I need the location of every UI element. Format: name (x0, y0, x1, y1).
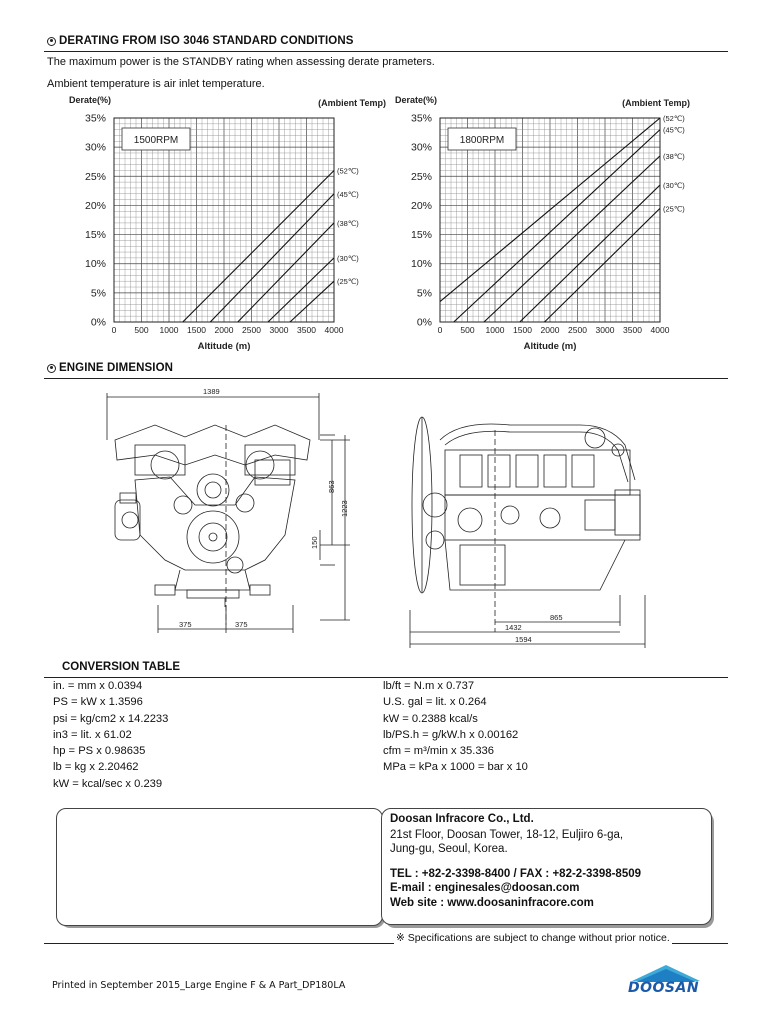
y-tick-label: 5% (90, 287, 106, 300)
x-tick-label: 1000 (159, 325, 179, 335)
series-label: (30℃) (663, 181, 685, 191)
derating-heading: DERATING FROM ISO 3046 STANDARD CONDITIONS (47, 35, 354, 47)
divider (44, 378, 728, 379)
conversion-row: psi = kg/cm2 x 14.2233 (53, 712, 169, 725)
y-axis-label: Derate(%) (394, 95, 437, 105)
bullet-icon (47, 364, 56, 373)
spec-change-note: ※ Specifications are subject to change without prior notice. (396, 932, 670, 944)
x-tick-label: 3000 (595, 325, 615, 335)
blank-box (56, 808, 383, 926)
conversion-heading: CONVERSION TABLE (62, 661, 180, 673)
series-label: (38℃) (663, 151, 685, 161)
series-label: (45℃) (663, 125, 685, 135)
company-name: Doosan Infracore Co., Ltd. (390, 813, 534, 825)
y-tick-label: 30% (84, 141, 106, 154)
dim-height-label: 1223 (340, 500, 349, 517)
series-label: (52℃) (337, 166, 359, 176)
dim-length-label: 1594 (515, 635, 532, 644)
x-tick-label: 2000 (540, 325, 560, 335)
doosan-logo (626, 963, 706, 1001)
derating-note-standby: The maximum power is the STANDBY rating when assessing derate prameters. (47, 56, 435, 68)
conversion-row: MPa = kPa x 1000 = bar x 10 (383, 761, 528, 774)
company-phone: TEL : +82-2-3398-8400 / FAX : +82-2-3398-8509 (390, 867, 642, 880)
y-tick-label: 15% (410, 229, 432, 242)
y-tick-label: 10% (410, 258, 432, 271)
chart-title: 1800RPM (459, 135, 505, 146)
y-tick-label: 20% (410, 199, 432, 212)
dim-width-label: 1389 (203, 387, 220, 396)
x-tick-label: 0 (437, 325, 443, 335)
y-axis-label: Derate(%) (68, 95, 111, 105)
print-info: Printed in September 2015_Large Engine F & A Part_DP180LA (52, 980, 346, 991)
derate-line (545, 208, 661, 322)
dim-width-label: 375 (235, 620, 248, 629)
x-tick-label: 1500 (513, 325, 532, 335)
x-tick-label: 2000 (214, 325, 234, 335)
dimension-heading: ENGINE DIMENSION (47, 362, 173, 374)
x-tick-label: 3500 (297, 325, 316, 335)
company-email: E-mail : enginesales@doosan.com (390, 882, 580, 894)
x-tick-label: 500 (460, 325, 475, 335)
x-tick-label: 4000 (324, 325, 344, 335)
bullet-icon (47, 37, 56, 46)
conversion-right-column (383, 678, 528, 776)
x-tick-label: 1500 (187, 325, 206, 335)
conversion-row: lb/ft = N.m x 0.737 (383, 680, 475, 692)
derate-chart-1500rpm (40, 90, 390, 355)
y-tick-label: 20% (84, 199, 106, 212)
y-tick-label: 25% (410, 170, 432, 183)
x-tick-label: 3000 (269, 325, 289, 335)
conversion-row: U.S. gal = lit. x 0.264 (383, 696, 487, 709)
x-tick-label: 500 (134, 325, 149, 335)
y-tick-label: 5% (416, 287, 432, 300)
dim-width-label: 375 (179, 620, 192, 629)
series-label: (45℃) (337, 189, 359, 199)
conversion-row: lb = kg x 2.20462 (53, 761, 139, 774)
y-tick-label: 15% (84, 229, 106, 242)
company-info-box (381, 808, 712, 925)
y-tick-label: 35% (410, 112, 432, 125)
company-website: Web site : www.doosaninfracore.com (390, 896, 594, 909)
conversion-row: PS = kW x 1.3596 (53, 696, 143, 709)
dim-length-label: 865 (550, 613, 563, 622)
derating-note-ambient: Ambient temperature is air inlet temperature. (47, 78, 265, 90)
series-label: (52℃) (663, 114, 685, 123)
dim-height-label: 150 (310, 536, 319, 549)
x-tick-label: 2500 (568, 325, 587, 335)
legend-title: (Ambient Temp) (318, 98, 386, 108)
x-tick-label: 1000 (485, 325, 505, 335)
x-axis-label: Altitude (m) (523, 341, 577, 352)
engine-side-view-drawing (400, 410, 660, 650)
company-address-line: 21st Floor, Doosan Tower, 18-12, Euljiro 6-ga, (390, 828, 624, 841)
x-tick-label: 3500 (623, 325, 642, 335)
y-tick-label: 0% (90, 316, 106, 329)
series-label: (30℃) (337, 253, 359, 263)
conversion-row: in3 = lit. x 61.02 (53, 728, 132, 741)
divider (44, 51, 728, 52)
y-tick-label: 0% (416, 316, 432, 329)
y-tick-label: 25% (84, 170, 106, 183)
derate-chart-1800rpm (366, 90, 716, 355)
conversion-row: in. = mm x 0.0394 (53, 680, 143, 692)
y-tick-label: 10% (84, 258, 106, 271)
x-tick-label: 0 (111, 325, 117, 335)
conversion-left-column (53, 678, 168, 792)
chart-title: 1500RPM (133, 135, 179, 146)
x-axis-label: Altitude (m) (197, 341, 251, 352)
series-label: (25℃) (663, 204, 685, 214)
x-tick-label: 4000 (650, 325, 670, 335)
conversion-row: lb/PS.h = g/kW.h x 0.00162 (383, 728, 519, 741)
dim-height-label: 863 (327, 480, 336, 493)
conversion-row: kW = 0.2388 kcal/s (383, 712, 478, 725)
conversion-row: hp = PS x 0.98635 (53, 745, 146, 758)
company-address-line: Jung-gu, Seoul, Korea. (390, 843, 508, 855)
engine-front-view-drawing (95, 385, 355, 640)
logo-wordmark: DOOSAN (628, 980, 700, 996)
conversion-row: kW = kcal/sec x 0.239 (53, 777, 163, 790)
dim-length-label: 1432 (505, 623, 522, 632)
y-tick-label: 35% (84, 112, 106, 125)
conversion-row: cfm = m³/min x 35.336 (383, 745, 494, 758)
y-tick-label: 30% (410, 141, 432, 154)
series-label: (38℃) (337, 218, 359, 228)
x-tick-label: 2500 (242, 325, 261, 335)
legend-title: (Ambient Temp) (622, 98, 690, 108)
series-label: (25℃) (337, 277, 359, 287)
